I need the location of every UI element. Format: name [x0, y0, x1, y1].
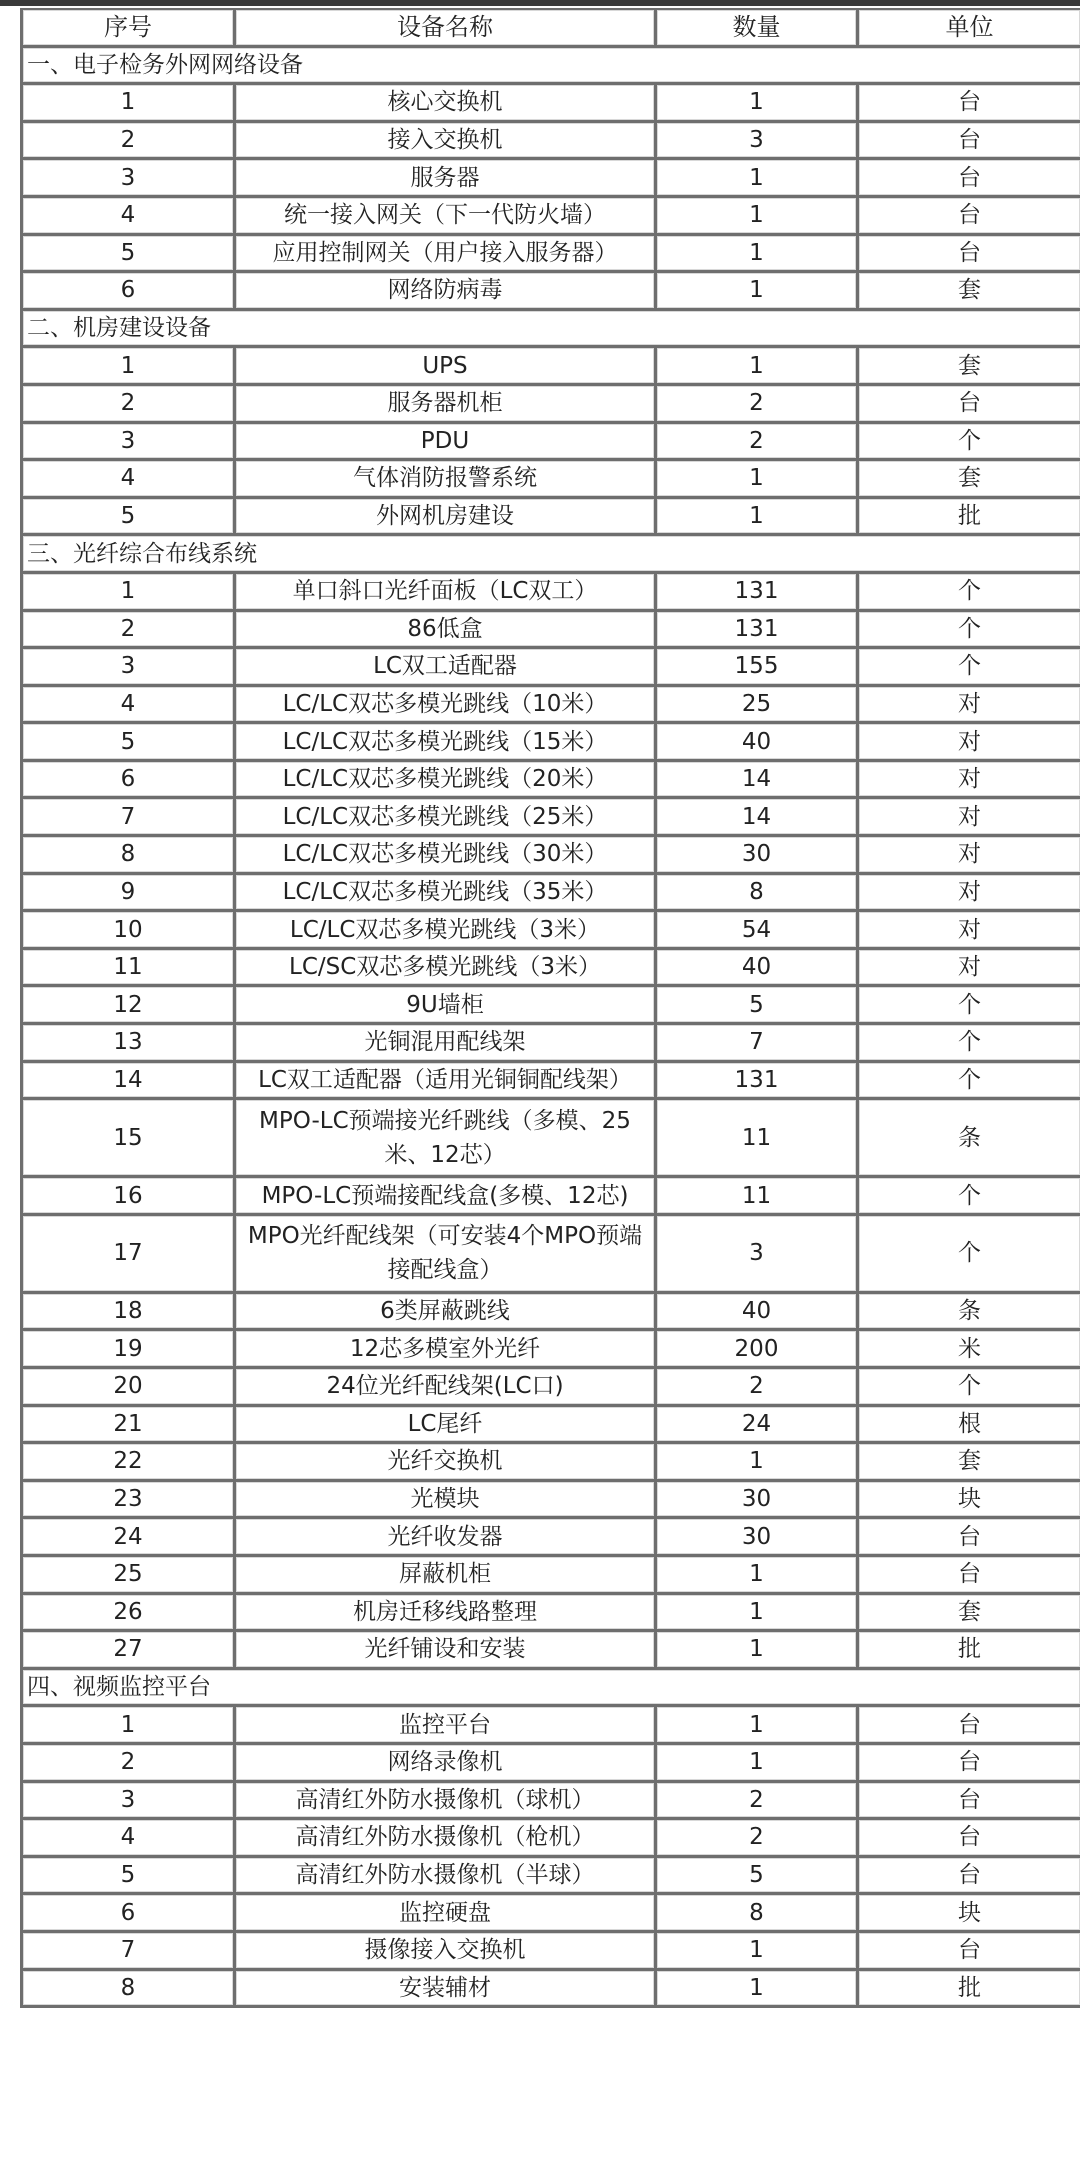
- cell-serial-number: 27: [23, 1632, 236, 1670]
- cell-serial-number: 1: [23, 85, 236, 123]
- table-row: [23, 1595, 1080, 1633]
- cell-equipment-name: 摄像接入交换机: [236, 1933, 657, 1971]
- table-row: [23, 1216, 1080, 1294]
- cell-quantity: 200: [657, 1331, 859, 1369]
- table-row: [23, 1100, 1080, 1178]
- cell-serial-number: 1: [23, 574, 236, 612]
- cell-equipment-name: 核心交换机: [236, 85, 657, 123]
- cell-equipment-name: 网络录像机: [236, 1745, 657, 1783]
- cell-serial-number: 1: [23, 348, 236, 386]
- cell-serial-number: 4: [23, 198, 236, 236]
- table-body: [23, 48, 1080, 2009]
- cell-equipment-name: UPS: [236, 348, 657, 386]
- cell-quantity: 2: [657, 1369, 859, 1407]
- cell-serial-number: 4: [23, 687, 236, 725]
- table-row: [23, 1444, 1080, 1482]
- cell-quantity: 131: [657, 1063, 859, 1101]
- cell-serial-number: 19: [23, 1331, 236, 1369]
- table-header-row: [23, 10, 1080, 48]
- equipment-table: [20, 8, 1080, 2008]
- cell-equipment-name: 光纤收发器: [236, 1519, 657, 1557]
- cell-unit: 台: [859, 1820, 1080, 1858]
- cell-unit: 台: [859, 123, 1080, 161]
- cell-equipment-name: LC/LC双芯多模光跳线（35米）: [236, 875, 657, 913]
- cell-quantity: 3: [657, 123, 859, 161]
- cell-equipment-name: 监控平台: [236, 1707, 657, 1745]
- cell-quantity: 40: [657, 950, 859, 988]
- cell-unit: 对: [859, 724, 1080, 762]
- cell-equipment-name: 机房迁移线路整理: [236, 1595, 657, 1633]
- cell-unit: 对: [859, 687, 1080, 725]
- cell-unit: 米: [859, 1331, 1080, 1369]
- cell-quantity: 1: [657, 198, 859, 236]
- cell-serial-number: 12: [23, 987, 236, 1025]
- cell-quantity: 5: [657, 987, 859, 1025]
- header-unit: 单位: [859, 10, 1080, 48]
- cell-serial-number: 14: [23, 1063, 236, 1101]
- cell-unit: 对: [859, 837, 1080, 875]
- cell-unit: 个: [859, 1216, 1080, 1294]
- cell-equipment-name: 高清红外防水摄像机（枪机）: [236, 1820, 657, 1858]
- table-row: [23, 649, 1080, 687]
- cell-quantity: 131: [657, 612, 859, 650]
- cell-serial-number: 3: [23, 424, 236, 462]
- cell-serial-number: 3: [23, 649, 236, 687]
- cell-quantity: 131: [657, 574, 859, 612]
- cell-unit: 台: [859, 1933, 1080, 1971]
- table-row: [23, 1707, 1080, 1745]
- equipment-table-container: [20, 8, 1080, 2008]
- section-header-row: [23, 536, 1080, 574]
- cell-serial-number: 2: [23, 386, 236, 424]
- cell-quantity: 1: [657, 461, 859, 499]
- cell-equipment-name: 服务器机柜: [236, 386, 657, 424]
- cell-unit: 根: [859, 1407, 1080, 1445]
- cell-equipment-name: 6类屏蔽跳线: [236, 1294, 657, 1332]
- section-title: 二、机房建设设备: [23, 311, 1080, 349]
- cell-unit: 套: [859, 1595, 1080, 1633]
- cell-equipment-name: 监控硬盘: [236, 1895, 657, 1933]
- cell-unit: 个: [859, 424, 1080, 462]
- table-row: [23, 1519, 1080, 1557]
- cell-serial-number: 26: [23, 1595, 236, 1633]
- cell-unit: 台: [859, 236, 1080, 274]
- cell-serial-number: 23: [23, 1482, 236, 1520]
- cell-unit: 对: [859, 912, 1080, 950]
- cell-unit: 台: [859, 160, 1080, 198]
- cell-unit: 台: [859, 386, 1080, 424]
- cell-serial-number: 4: [23, 1820, 236, 1858]
- cell-unit: 对: [859, 950, 1080, 988]
- cell-quantity: 8: [657, 875, 859, 913]
- cell-quantity: 1: [657, 1933, 859, 1971]
- cell-serial-number: 6: [23, 762, 236, 800]
- cell-equipment-name: MPO光纤配线架（可安装4个MPO预端接配线盒）: [236, 1216, 657, 1294]
- cell-equipment-name: 外网机房建设: [236, 499, 657, 537]
- cell-unit: 条: [859, 1294, 1080, 1332]
- cell-quantity: 1: [657, 85, 859, 123]
- cell-serial-number: 4: [23, 461, 236, 499]
- cell-serial-number: 2: [23, 612, 236, 650]
- table-row: [23, 837, 1080, 875]
- table-row: [23, 236, 1080, 274]
- section-header-row: [23, 48, 1080, 86]
- table-row: [23, 1294, 1080, 1332]
- table-row: [23, 1783, 1080, 1821]
- cell-equipment-name: LC/LC双芯多模光跳线（3米）: [236, 912, 657, 950]
- cell-serial-number: 3: [23, 160, 236, 198]
- cell-quantity: 1: [657, 1632, 859, 1670]
- cell-unit: 台: [859, 1858, 1080, 1896]
- cell-unit: 批: [859, 499, 1080, 537]
- cell-unit: 块: [859, 1482, 1080, 1520]
- cell-serial-number: 6: [23, 1895, 236, 1933]
- cell-unit: 套: [859, 461, 1080, 499]
- table-row: [23, 950, 1080, 988]
- table-row: [23, 912, 1080, 950]
- cell-unit: 批: [859, 1971, 1080, 2009]
- table-row: [23, 1063, 1080, 1101]
- table-row: [23, 1632, 1080, 1670]
- cell-quantity: 155: [657, 649, 859, 687]
- cell-quantity: 1: [657, 1595, 859, 1633]
- cell-quantity: 3: [657, 1216, 859, 1294]
- cell-serial-number: 15: [23, 1100, 236, 1178]
- cell-serial-number: 22: [23, 1444, 236, 1482]
- cell-serial-number: 7: [23, 1933, 236, 1971]
- cell-quantity: 8: [657, 1895, 859, 1933]
- cell-quantity: 24: [657, 1407, 859, 1445]
- cell-equipment-name: 网络防病毒: [236, 273, 657, 311]
- table-row: [23, 198, 1080, 236]
- section-title: 一、电子检务外网网络设备: [23, 48, 1080, 86]
- cell-equipment-name: 光纤交换机: [236, 1444, 657, 1482]
- cell-unit: 台: [859, 85, 1080, 123]
- cell-equipment-name: LC双工适配器（适用光铜铜配线架）: [236, 1063, 657, 1101]
- cell-quantity: 1: [657, 499, 859, 537]
- cell-serial-number: 5: [23, 499, 236, 537]
- table-row: [23, 424, 1080, 462]
- section-header-row: [23, 311, 1080, 349]
- cell-unit: 个: [859, 987, 1080, 1025]
- table-row: [23, 499, 1080, 537]
- cell-serial-number: 24: [23, 1519, 236, 1557]
- cell-quantity: 30: [657, 1519, 859, 1557]
- cell-quantity: 1: [657, 160, 859, 198]
- cell-quantity: 1: [657, 1745, 859, 1783]
- table-row: [23, 461, 1080, 499]
- table-row: [23, 85, 1080, 123]
- table-row: [23, 1745, 1080, 1783]
- cell-equipment-name: 安装辅材: [236, 1971, 657, 2009]
- section-title: 四、视频监控平台: [23, 1670, 1080, 1708]
- cell-serial-number: 6: [23, 273, 236, 311]
- cell-quantity: 1: [657, 348, 859, 386]
- table-row: [23, 1820, 1080, 1858]
- cell-quantity: 25: [657, 687, 859, 725]
- table-row: [23, 386, 1080, 424]
- cell-equipment-name: 光模块: [236, 1482, 657, 1520]
- cell-serial-number: 9: [23, 875, 236, 913]
- cell-unit: 台: [859, 1557, 1080, 1595]
- table-row: [23, 1178, 1080, 1216]
- cell-serial-number: 18: [23, 1294, 236, 1332]
- cell-unit: 对: [859, 762, 1080, 800]
- cell-equipment-name: 气体消防报警系统: [236, 461, 657, 499]
- table-row: [23, 1971, 1080, 2009]
- cell-equipment-name: 应用控制网关（用户接入服务器）: [236, 236, 657, 274]
- table-row: [23, 1369, 1080, 1407]
- cell-quantity: 1: [657, 236, 859, 274]
- cell-quantity: 2: [657, 1820, 859, 1858]
- cell-equipment-name: 86低盒: [236, 612, 657, 650]
- cell-serial-number: 25: [23, 1557, 236, 1595]
- table-row: [23, 1557, 1080, 1595]
- table-row: [23, 574, 1080, 612]
- cell-unit: 个: [859, 1178, 1080, 1216]
- cell-quantity: 11: [657, 1100, 859, 1178]
- cell-quantity: 1: [657, 1444, 859, 1482]
- cell-serial-number: 16: [23, 1178, 236, 1216]
- table-row: [23, 273, 1080, 311]
- top-status-strip: [0, 0, 1080, 6]
- cell-serial-number: 3: [23, 1783, 236, 1821]
- cell-equipment-name: 接入交换机: [236, 123, 657, 161]
- cell-unit: 对: [859, 799, 1080, 837]
- table-row: [23, 687, 1080, 725]
- cell-unit: 个: [859, 649, 1080, 687]
- cell-quantity: 2: [657, 1783, 859, 1821]
- cell-equipment-name: LC尾纤: [236, 1407, 657, 1445]
- cell-quantity: 11: [657, 1178, 859, 1216]
- cell-quantity: 1: [657, 1707, 859, 1745]
- cell-equipment-name: LC/LC双芯多模光跳线（25米）: [236, 799, 657, 837]
- header-equipment-name: 设备名称: [236, 10, 657, 48]
- cell-quantity: 40: [657, 1294, 859, 1332]
- cell-unit: 个: [859, 1369, 1080, 1407]
- cell-serial-number: 7: [23, 799, 236, 837]
- cell-unit: 个: [859, 1063, 1080, 1101]
- cell-quantity: 2: [657, 386, 859, 424]
- cell-serial-number: 2: [23, 123, 236, 161]
- cell-equipment-name: MPO-LC预端接配线盒(多模、12芯): [236, 1178, 657, 1216]
- cell-quantity: 30: [657, 837, 859, 875]
- cell-unit: 个: [859, 1025, 1080, 1063]
- cell-quantity: 1: [657, 1971, 859, 2009]
- table-row: [23, 987, 1080, 1025]
- cell-unit: 套: [859, 273, 1080, 311]
- cell-equipment-name: 光铜混用配线架: [236, 1025, 657, 1063]
- section-header-row: [23, 1670, 1080, 1708]
- cell-equipment-name: LC/LC双芯多模光跳线（10米）: [236, 687, 657, 725]
- table-row: [23, 123, 1080, 161]
- cell-unit: 台: [859, 1783, 1080, 1821]
- cell-quantity: 2: [657, 424, 859, 462]
- cell-equipment-name: LC/LC双芯多模光跳线（30米）: [236, 837, 657, 875]
- cell-quantity: 54: [657, 912, 859, 950]
- section-title: 三、光纤综合布线系统: [23, 536, 1080, 574]
- table-row: [23, 875, 1080, 913]
- cell-unit: 个: [859, 574, 1080, 612]
- table-row: [23, 1407, 1080, 1445]
- table-row: [23, 724, 1080, 762]
- cell-equipment-name: 12芯多模室外光纤: [236, 1331, 657, 1369]
- cell-serial-number: 5: [23, 1858, 236, 1896]
- cell-serial-number: 10: [23, 912, 236, 950]
- cell-equipment-name: 9U墙柜: [236, 987, 657, 1025]
- table-row: [23, 1025, 1080, 1063]
- table-row: [23, 799, 1080, 837]
- table-row: [23, 1331, 1080, 1369]
- cell-equipment-name: MPO-LC预端接光纤跳线（多模、25米、12芯）: [236, 1100, 657, 1178]
- cell-quantity: 30: [657, 1482, 859, 1520]
- cell-unit: 台: [859, 198, 1080, 236]
- header-serial-number: 序号: [23, 10, 236, 48]
- cell-equipment-name: 24位光纤配线架(LC口): [236, 1369, 657, 1407]
- cell-serial-number: 5: [23, 236, 236, 274]
- table-row: [23, 1482, 1080, 1520]
- cell-equipment-name: 单口斜口光纤面板（LC双工）: [236, 574, 657, 612]
- table-row: [23, 348, 1080, 386]
- cell-equipment-name: 服务器: [236, 160, 657, 198]
- cell-unit: 条: [859, 1100, 1080, 1178]
- cell-serial-number: 2: [23, 1745, 236, 1783]
- table-row: [23, 160, 1080, 198]
- cell-unit: 台: [859, 1519, 1080, 1557]
- cell-serial-number: 5: [23, 724, 236, 762]
- header-quantity: 数量: [657, 10, 859, 48]
- cell-equipment-name: 屏蔽机柜: [236, 1557, 657, 1595]
- cell-quantity: 1: [657, 273, 859, 311]
- cell-unit: 套: [859, 348, 1080, 386]
- table-row: [23, 612, 1080, 650]
- cell-unit: 套: [859, 1444, 1080, 1482]
- cell-serial-number: 8: [23, 837, 236, 875]
- table-row: [23, 1858, 1080, 1896]
- cell-quantity: 40: [657, 724, 859, 762]
- cell-serial-number: 8: [23, 1971, 236, 2009]
- cell-quantity: 1: [657, 1557, 859, 1595]
- cell-unit: 个: [859, 612, 1080, 650]
- cell-unit: 台: [859, 1745, 1080, 1783]
- cell-serial-number: 20: [23, 1369, 236, 1407]
- table-row: [23, 1895, 1080, 1933]
- cell-equipment-name: 光纤铺设和安装: [236, 1632, 657, 1670]
- table-row: [23, 762, 1080, 800]
- cell-serial-number: 13: [23, 1025, 236, 1063]
- cell-quantity: 14: [657, 799, 859, 837]
- cell-quantity: 5: [657, 1858, 859, 1896]
- cell-equipment-name: PDU: [236, 424, 657, 462]
- cell-unit: 批: [859, 1632, 1080, 1670]
- cell-equipment-name: 高清红外防水摄像机（球机）: [236, 1783, 657, 1821]
- cell-equipment-name: 统一接入网关（下一代防火墙）: [236, 198, 657, 236]
- table-row: [23, 1933, 1080, 1971]
- cell-unit: 块: [859, 1895, 1080, 1933]
- cell-serial-number: 17: [23, 1216, 236, 1294]
- cell-serial-number: 11: [23, 950, 236, 988]
- cell-equipment-name: 高清红外防水摄像机（半球）: [236, 1858, 657, 1896]
- cell-unit: 台: [859, 1707, 1080, 1745]
- cell-equipment-name: LC双工适配器: [236, 649, 657, 687]
- cell-quantity: 14: [657, 762, 859, 800]
- cell-serial-number: 21: [23, 1407, 236, 1445]
- cell-equipment-name: LC/LC双芯多模光跳线（15米）: [236, 724, 657, 762]
- cell-equipment-name: LC/LC双芯多模光跳线（20米）: [236, 762, 657, 800]
- cell-unit: 对: [859, 875, 1080, 913]
- cell-serial-number: 1: [23, 1707, 236, 1745]
- cell-quantity: 7: [657, 1025, 859, 1063]
- cell-equipment-name: LC/SC双芯多模光跳线（3米）: [236, 950, 657, 988]
